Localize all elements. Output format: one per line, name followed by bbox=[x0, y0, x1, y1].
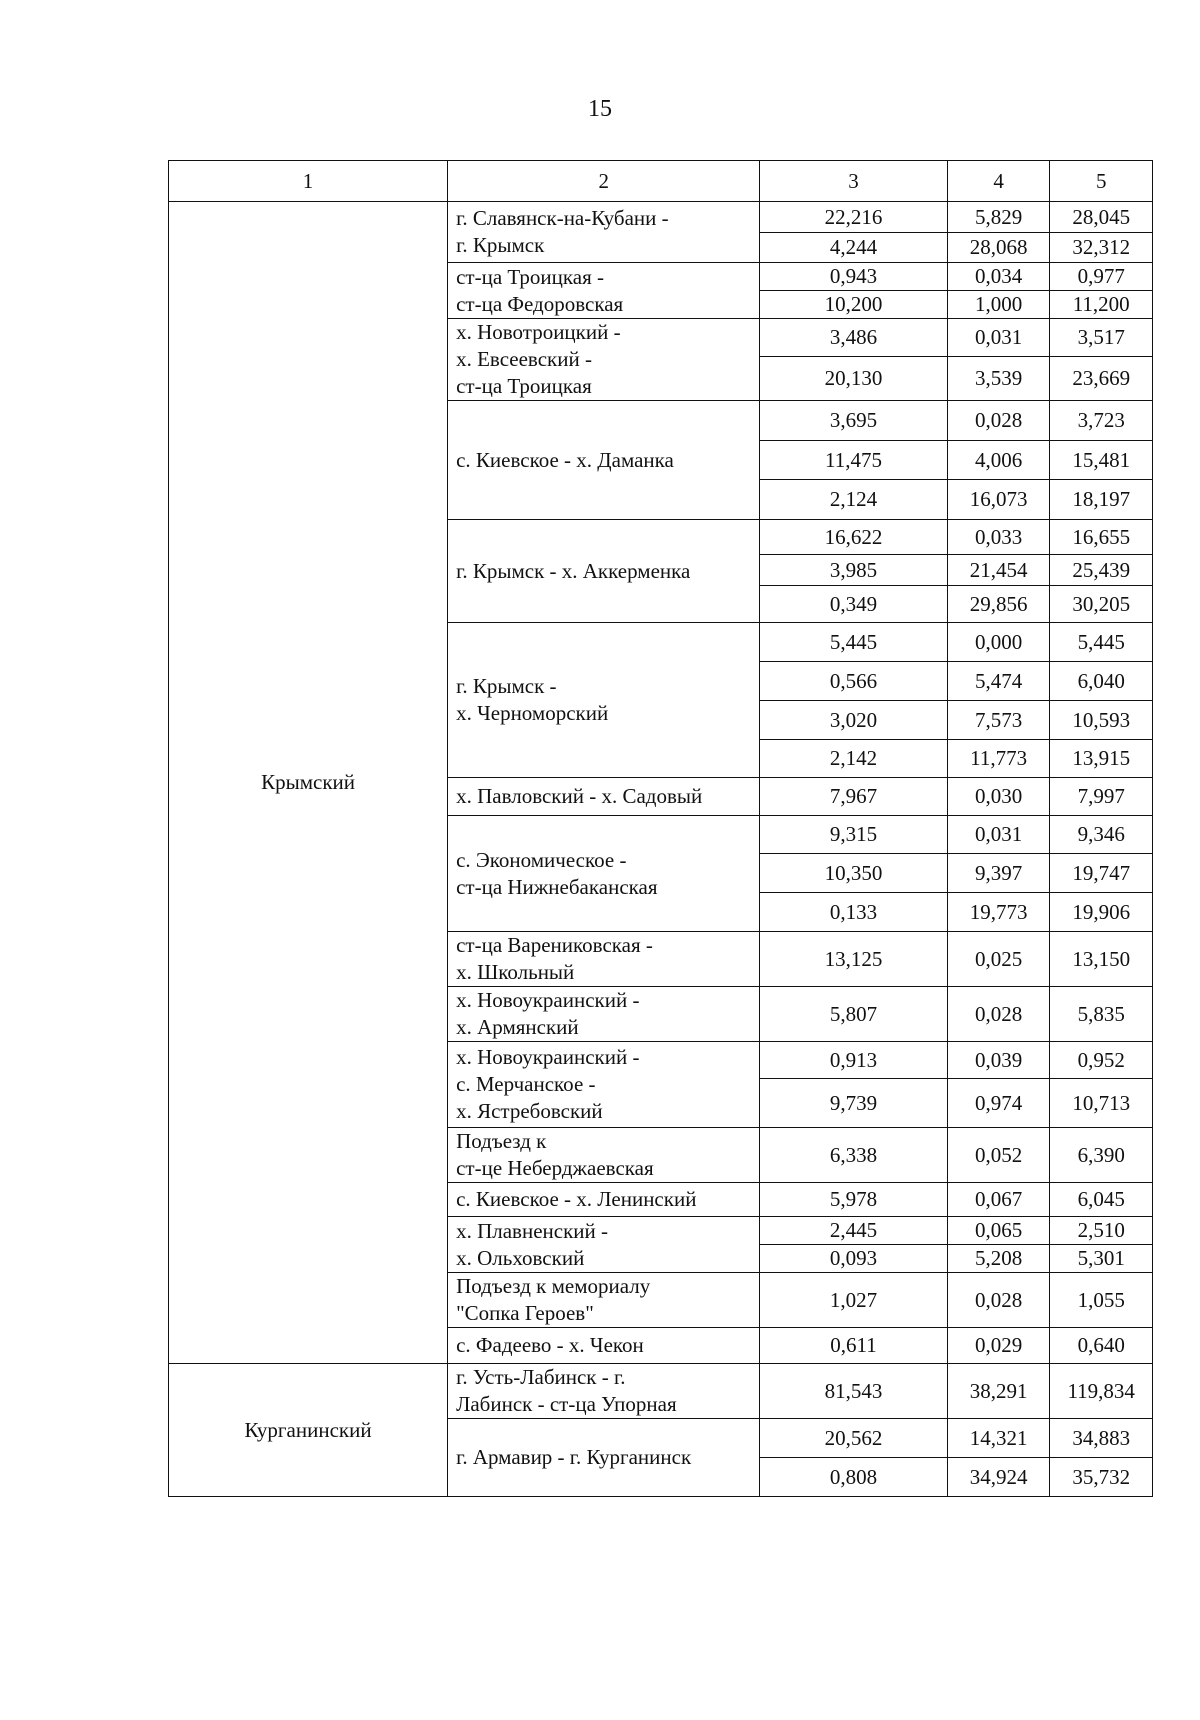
value-cell: 11,773 bbox=[947, 740, 1050, 778]
value-cell: 0,065 bbox=[947, 1217, 1050, 1245]
value-cell: 0,067 bbox=[947, 1183, 1050, 1217]
value-cell: 4,006 bbox=[947, 441, 1050, 480]
value-cell: 9,346 bbox=[1050, 816, 1153, 854]
value-cell: 13,125 bbox=[760, 932, 948, 987]
route-cell: х. Новоукраинский - х. Армянский bbox=[448, 987, 760, 1042]
page-number: 15 bbox=[588, 96, 612, 122]
value-cell: 18,197 bbox=[1050, 480, 1153, 520]
route-cell: г. Славянск-на-Кубани - г. Крымск bbox=[448, 202, 760, 263]
value-cell: 22,216 bbox=[760, 202, 948, 233]
value-cell: 34,883 bbox=[1050, 1419, 1153, 1458]
route-cell: х. Новотроицкий - х. Евсеевский - ст-ца Троицкая bbox=[448, 319, 760, 401]
value-cell: 0,093 bbox=[760, 1245, 948, 1273]
value-cell: 9,397 bbox=[947, 854, 1050, 893]
value-cell: 3,486 bbox=[760, 319, 948, 357]
route-cell: с. Экономическое - ст-ца Нижнебаканская bbox=[448, 816, 760, 932]
value-cell: 5,208 bbox=[947, 1245, 1050, 1273]
value-cell: 3,695 bbox=[760, 401, 948, 441]
value-cell: 13,915 bbox=[1050, 740, 1153, 778]
value-cell: 10,200 bbox=[760, 291, 948, 319]
value-cell: 0,025 bbox=[947, 932, 1050, 987]
value-cell: 7,967 bbox=[760, 778, 948, 816]
value-cell: 0,052 bbox=[947, 1128, 1050, 1183]
value-cell: 0,031 bbox=[947, 319, 1050, 357]
table-body bbox=[169, 202, 1153, 1497]
route-cell: ст-ца Варениковская - х. Школьный bbox=[448, 932, 760, 987]
value-cell: 32,312 bbox=[1050, 233, 1153, 263]
value-cell: 0,952 bbox=[1050, 1042, 1153, 1079]
value-cell: 10,593 bbox=[1050, 701, 1153, 740]
value-cell: 9,739 bbox=[760, 1079, 948, 1128]
value-cell: 30,205 bbox=[1050, 586, 1153, 623]
value-cell: 21,454 bbox=[947, 555, 1050, 586]
value-cell: 16,655 bbox=[1050, 520, 1153, 555]
value-cell: 0,028 bbox=[947, 987, 1050, 1042]
route-cell: Подъезд к ст-це Неберджаевская bbox=[448, 1128, 760, 1183]
table-row bbox=[169, 202, 1153, 233]
value-cell: 10,713 bbox=[1050, 1079, 1153, 1128]
value-cell: 28,045 bbox=[1050, 202, 1153, 233]
value-cell: 5,829 bbox=[947, 202, 1050, 233]
value-cell: 19,906 bbox=[1050, 893, 1153, 932]
value-cell: 6,040 bbox=[1050, 662, 1153, 701]
district-cell: Курганинский bbox=[169, 1364, 448, 1497]
value-cell: 3,723 bbox=[1050, 401, 1153, 441]
value-cell: 28,068 bbox=[947, 233, 1050, 263]
value-cell: 0,039 bbox=[947, 1042, 1050, 1079]
value-cell: 3,517 bbox=[1050, 319, 1153, 357]
district-cell: Крымский bbox=[169, 202, 448, 1364]
value-cell: 1,055 bbox=[1050, 1273, 1153, 1328]
value-cell: 0,034 bbox=[947, 263, 1050, 291]
column-header: 1 bbox=[169, 161, 448, 202]
column-header: 2 bbox=[448, 161, 760, 202]
route-cell: Подъезд к мемориалу "Сопка Героев" bbox=[448, 1273, 760, 1328]
value-cell: 10,350 bbox=[760, 854, 948, 893]
value-cell: 119,834 bbox=[1050, 1364, 1153, 1419]
value-cell: 5,301 bbox=[1050, 1245, 1153, 1273]
column-header: 3 bbox=[760, 161, 948, 202]
route-cell: ст-ца Троицкая - ст-ца Федоровская bbox=[448, 263, 760, 319]
value-cell: 35,732 bbox=[1050, 1458, 1153, 1497]
route-cell: с. Фадеево - х. Чекон bbox=[448, 1328, 760, 1364]
roads-table bbox=[168, 160, 1153, 1497]
value-cell: 5,474 bbox=[947, 662, 1050, 701]
value-cell: 5,445 bbox=[1050, 623, 1153, 662]
value-cell: 0,640 bbox=[1050, 1328, 1153, 1364]
value-cell: 1,027 bbox=[760, 1273, 948, 1328]
value-cell: 5,835 bbox=[1050, 987, 1153, 1042]
value-cell: 2,445 bbox=[760, 1217, 948, 1245]
value-cell: 7,573 bbox=[947, 701, 1050, 740]
route-cell: г. Крымск - х. Черноморский bbox=[448, 623, 760, 778]
value-cell: 0,808 bbox=[760, 1458, 948, 1497]
value-cell: 0,028 bbox=[947, 1273, 1050, 1328]
value-cell: 14,321 bbox=[947, 1419, 1050, 1458]
value-cell: 2,510 bbox=[1050, 1217, 1153, 1245]
table-row bbox=[169, 1364, 1153, 1419]
value-cell: 0,033 bbox=[947, 520, 1050, 555]
value-cell: 2,142 bbox=[760, 740, 948, 778]
value-cell: 5,445 bbox=[760, 623, 948, 662]
route-cell: г. Усть-Лабинск - г. Лабинск - ст-ца Упорная bbox=[448, 1364, 760, 1419]
value-cell: 3,539 bbox=[947, 357, 1050, 401]
value-cell: 11,475 bbox=[760, 441, 948, 480]
value-cell: 23,669 bbox=[1050, 357, 1153, 401]
value-cell: 1,000 bbox=[947, 291, 1050, 319]
route-cell: г. Армавир - г. Курганинск bbox=[448, 1419, 760, 1497]
value-cell: 0,349 bbox=[760, 586, 948, 623]
value-cell: 20,130 bbox=[760, 357, 948, 401]
route-cell: с. Киевское - х. Даманка bbox=[448, 401, 760, 520]
column-header: 5 bbox=[1050, 161, 1153, 202]
value-cell: 13,150 bbox=[1050, 932, 1153, 987]
route-cell: х. Плавненский - х. Ольховский bbox=[448, 1217, 760, 1273]
value-cell: 0,000 bbox=[947, 623, 1050, 662]
route-cell: х. Новоукраинский - с. Мерчанское - х. Ястребовский bbox=[448, 1042, 760, 1128]
value-cell: 16,622 bbox=[760, 520, 948, 555]
value-cell: 25,439 bbox=[1050, 555, 1153, 586]
value-cell: 5,807 bbox=[760, 987, 948, 1042]
value-cell: 3,020 bbox=[760, 701, 948, 740]
value-cell: 4,244 bbox=[760, 233, 948, 263]
value-cell: 0,029 bbox=[947, 1328, 1050, 1364]
value-cell: 0,611 bbox=[760, 1328, 948, 1364]
value-cell: 11,200 bbox=[1050, 291, 1153, 319]
route-cell: х. Павловский - х. Садовый bbox=[448, 778, 760, 816]
value-cell: 0,977 bbox=[1050, 263, 1153, 291]
value-cell: 0,943 bbox=[760, 263, 948, 291]
header-row bbox=[169, 161, 1153, 202]
route-cell: с. Киевское - х. Ленинский bbox=[448, 1183, 760, 1217]
value-cell: 9,315 bbox=[760, 816, 948, 854]
value-cell: 6,338 bbox=[760, 1128, 948, 1183]
value-cell: 0,566 bbox=[760, 662, 948, 701]
value-cell: 5,978 bbox=[760, 1183, 948, 1217]
value-cell: 3,985 bbox=[760, 555, 948, 586]
value-cell: 29,856 bbox=[947, 586, 1050, 623]
value-cell: 19,773 bbox=[947, 893, 1050, 932]
value-cell: 19,747 bbox=[1050, 854, 1153, 893]
value-cell: 0,031 bbox=[947, 816, 1050, 854]
value-cell: 38,291 bbox=[947, 1364, 1050, 1419]
value-cell: 15,481 bbox=[1050, 441, 1153, 480]
value-cell: 0,028 bbox=[947, 401, 1050, 441]
value-cell: 0,030 bbox=[947, 778, 1050, 816]
value-cell: 34,924 bbox=[947, 1458, 1050, 1497]
value-cell: 6,390 bbox=[1050, 1128, 1153, 1183]
value-cell: 81,543 bbox=[760, 1364, 948, 1419]
value-cell: 0,974 bbox=[947, 1079, 1050, 1128]
value-cell: 0,133 bbox=[760, 893, 948, 932]
value-cell: 0,913 bbox=[760, 1042, 948, 1079]
value-cell: 6,045 bbox=[1050, 1183, 1153, 1217]
column-header: 4 bbox=[947, 161, 1050, 202]
value-cell: 16,073 bbox=[947, 480, 1050, 520]
value-cell: 20,562 bbox=[760, 1419, 948, 1458]
value-cell: 2,124 bbox=[760, 480, 948, 520]
route-cell: г. Крымск - х. Аккерменка bbox=[448, 520, 760, 623]
value-cell: 7,997 bbox=[1050, 778, 1153, 816]
